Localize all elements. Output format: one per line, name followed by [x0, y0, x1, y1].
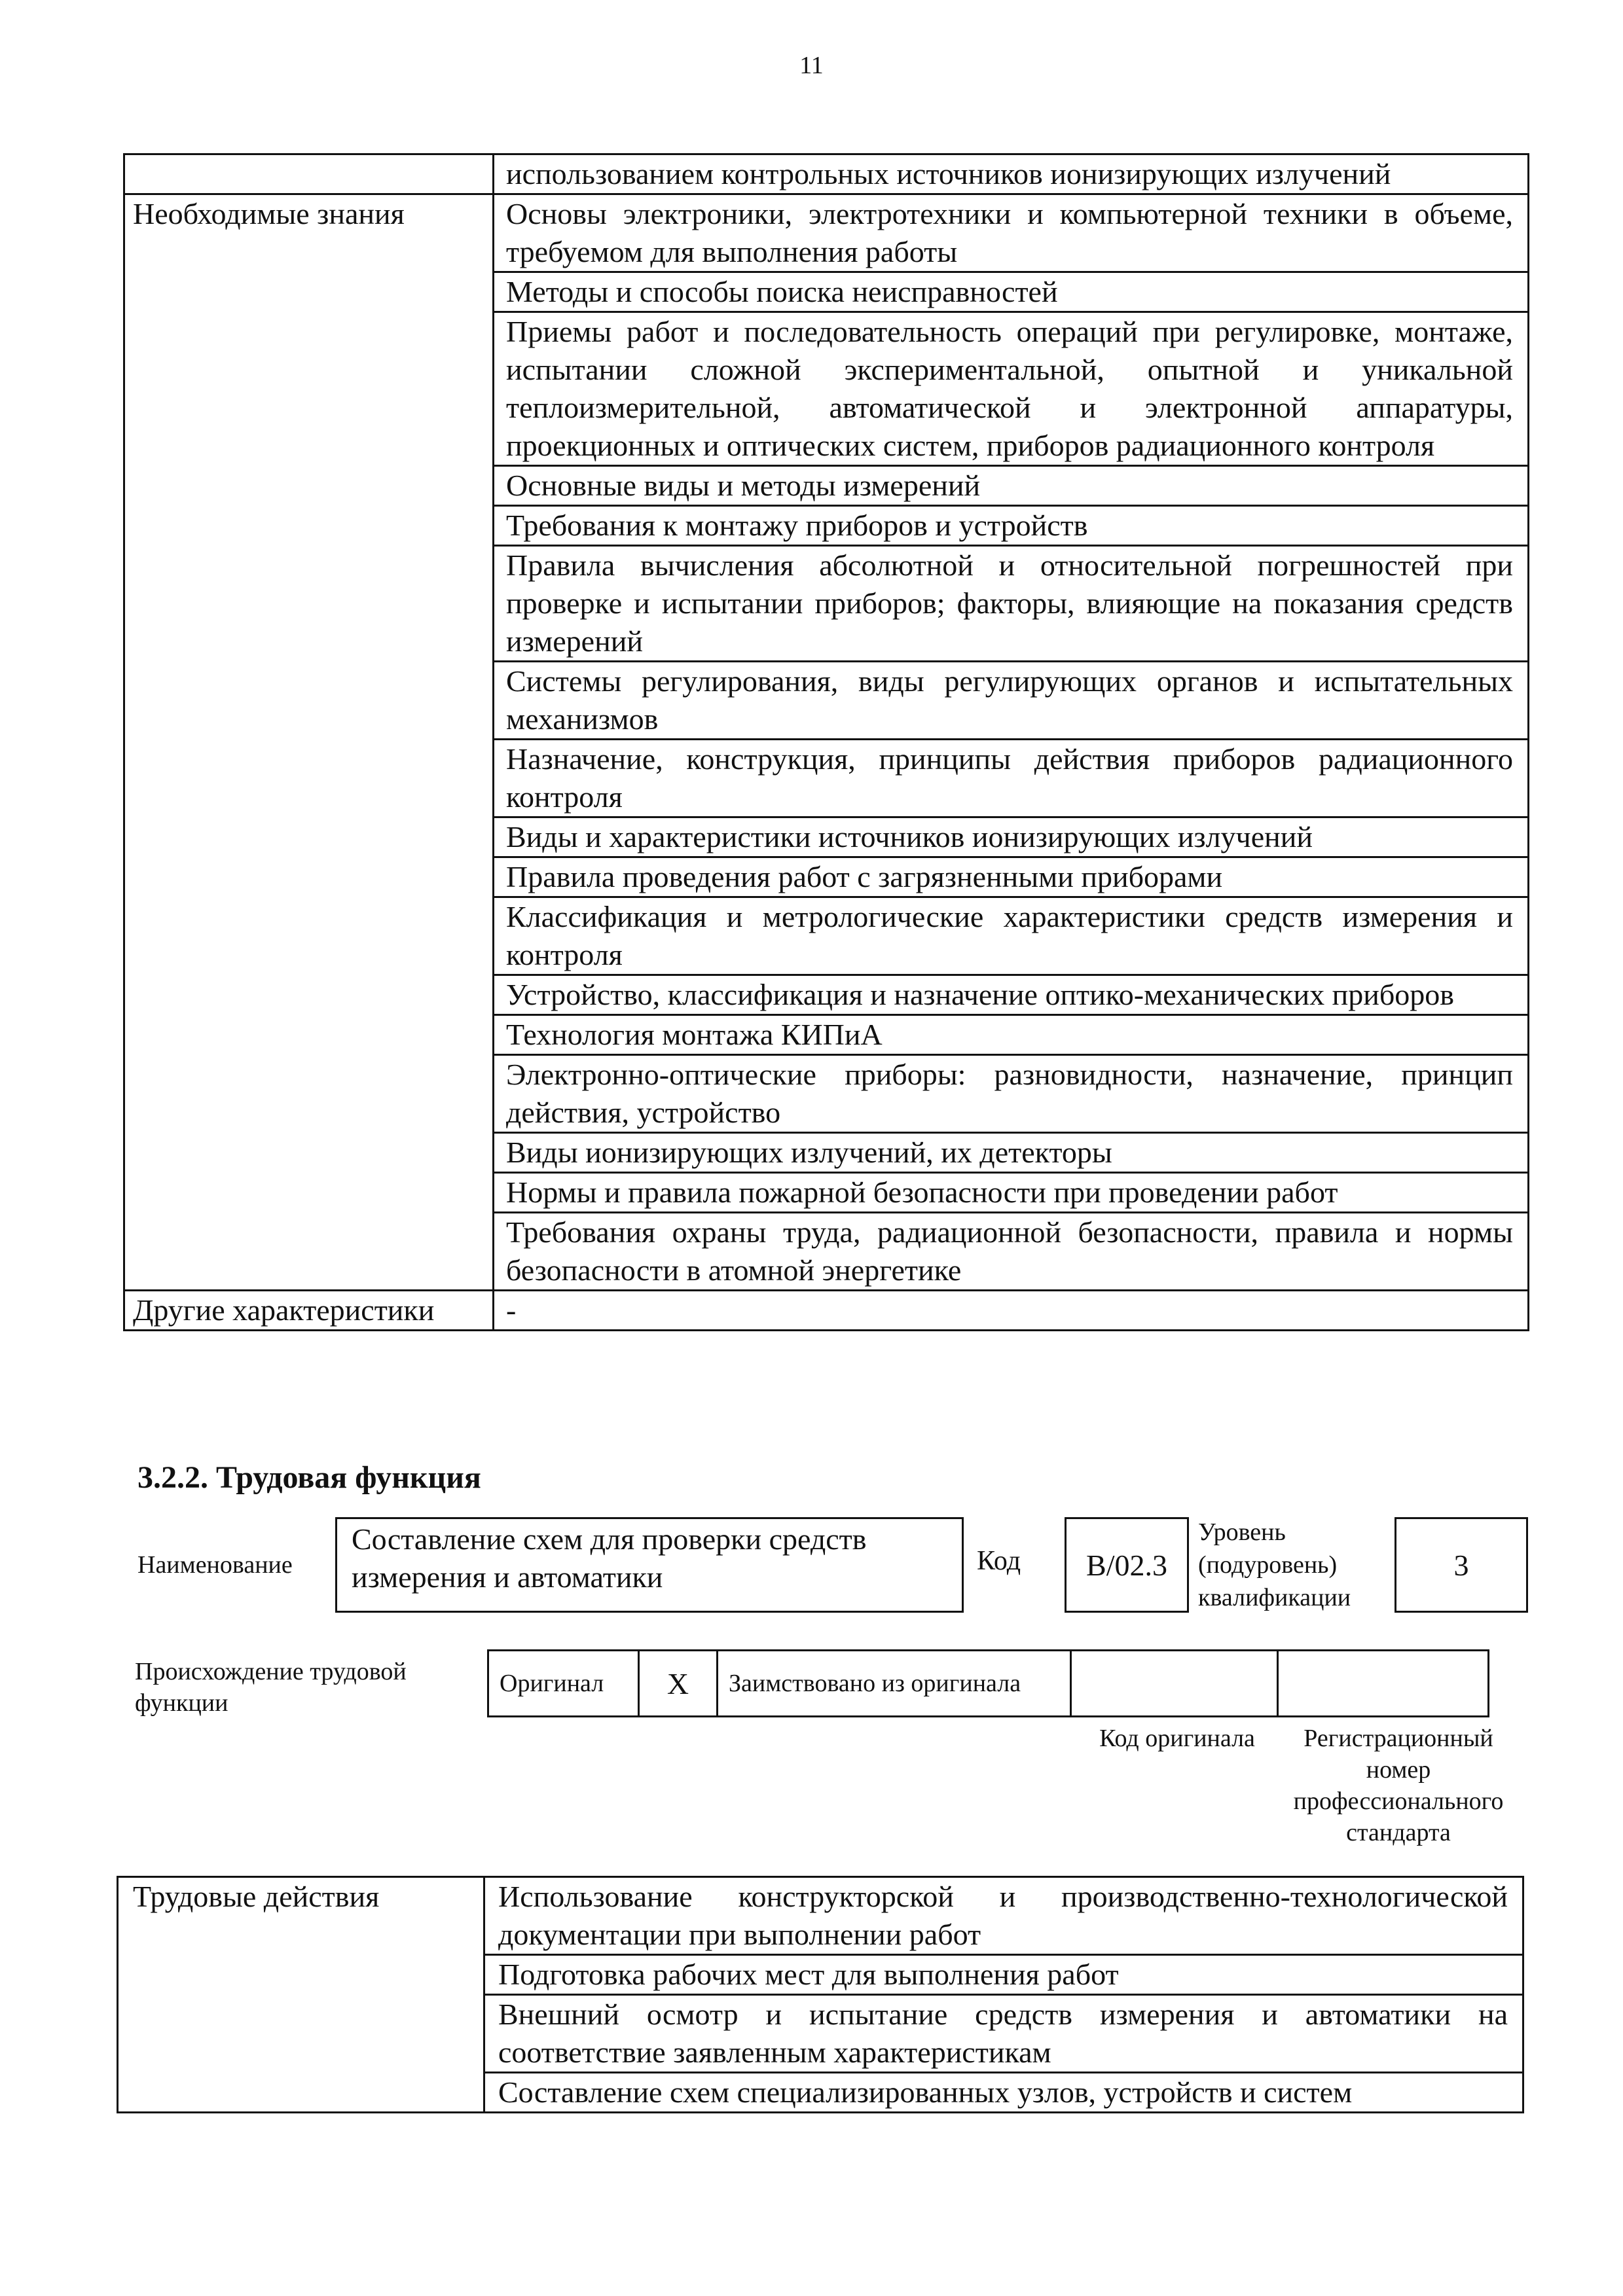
- code-box: [1065, 1517, 1189, 1613]
- table-row: [124, 1291, 1529, 1331]
- table-row: [124, 154, 1529, 194]
- row-label: Необходимые знания: [124, 194, 494, 1291]
- page-number: 11: [799, 52, 824, 79]
- knowledge-table: [123, 153, 1529, 1331]
- code-label: Код: [977, 1546, 1021, 1576]
- row-value: Основы электроники, электротехники и компьютерной техники в объеме, требуемом для выполнения работы: [494, 194, 1529, 272]
- reg-number-cell: [1278, 1651, 1489, 1717]
- row-value: Приемы работ и последовательность операций при регулировке, монтаже, испытании сложной экспериментальной, опытной и уникальной теплоизмерительной, автоматической и электронной аппаратуры, проекционных и оптических систем, приборов радиационного контроля: [494, 312, 1529, 466]
- row-value: Правила проведения работ с загрязненными приборами: [494, 857, 1529, 897]
- row-value: Правила вычисления абсолютной и относительной погрешностей при проверке и испытании приборов; факторы, влияющие на показания средств измерений: [494, 546, 1529, 662]
- row-value: Виды ионизирующих излучений, их детекторы: [494, 1133, 1529, 1173]
- actions-table: [117, 1876, 1524, 2113]
- origin-label: Происхождение трудовой функции: [135, 1658, 407, 1717]
- row-value: Классификация и метрологические характеристики средств измерения и контроля: [494, 897, 1529, 975]
- code-original-label: Код оригинала: [1099, 1725, 1255, 1752]
- code-original-cell: [1071, 1651, 1278, 1717]
- row-label: Другие характеристики: [124, 1291, 494, 1331]
- level-label: Уровень (подуровень) квалификации: [1198, 1518, 1351, 1611]
- row-value: -: [494, 1291, 1529, 1331]
- row-label: [124, 154, 494, 194]
- action-item: Использование конструкторской и производственно-технологической документации при выполнении работ: [484, 1877, 1523, 1955]
- row-value: Назначение, конструкция, принципы действия приборов радиационного контроля: [494, 740, 1529, 817]
- function-name-value: Составление схем для проверки средств измерения и автоматики: [352, 1522, 867, 1594]
- row-value: Требования к монтажу приборов и устройств: [494, 506, 1529, 546]
- function-name-box: [335, 1517, 964, 1613]
- row-value: Нормы и правила пожарной безопасности при проведении работ: [494, 1173, 1529, 1213]
- row-value: Виды и характеристики источников ионизирующих излучений: [494, 817, 1529, 857]
- action-item: Внешний осмотр и испытание средств измерения и автоматики на соответствие заявленным характеристикам: [484, 1995, 1523, 2073]
- row-value: Электронно-оптические приборы: разновидности, назначение, принцип действия, устройство: [494, 1055, 1529, 1133]
- code-value: B/02.3: [1086, 1548, 1167, 1582]
- row-value: Методы и способы поиска неисправностей: [494, 272, 1529, 312]
- row-value: Технология монтажа КИПиА: [494, 1015, 1529, 1055]
- borrowed-label: Заимствовано из оригинала: [718, 1651, 1071, 1717]
- actions-label: Трудовые действия: [118, 1877, 484, 2113]
- table-row: [118, 1877, 1523, 1955]
- row-value: Системы регулирования, виды регулирующих органов и испытательных механизмов: [494, 662, 1529, 740]
- original-label: Оригинал: [488, 1651, 639, 1717]
- section-title: 3.2.2. Трудовая функция: [137, 1460, 481, 1495]
- action-item: Подготовка рабочих мест для выполнения работ: [484, 1955, 1523, 1995]
- row-value: Требования охраны труда, радиационной безопасности, правила и нормы безопасности в атомной энергетике: [494, 1213, 1529, 1291]
- original-mark: X: [639, 1651, 718, 1717]
- name-label: Наименование: [137, 1551, 293, 1579]
- level-value: 3: [1453, 1548, 1469, 1582]
- table-row: [124, 194, 1529, 272]
- row-value: Устройство, классификация и назначение оптико-механических приборов: [494, 975, 1529, 1015]
- origin-table: [487, 1649, 1489, 1717]
- action-item: Составление схем специализированных узлов, устройств и систем: [484, 2073, 1523, 2113]
- reg-number-label: Регистрационный номер профессионального стандарта: [1293, 1725, 1504, 1846]
- level-box: [1395, 1517, 1528, 1613]
- row-value: использованием контрольных источников ионизирующих излучений: [494, 154, 1529, 194]
- row-value: Основные виды и методы измерений: [494, 466, 1529, 506]
